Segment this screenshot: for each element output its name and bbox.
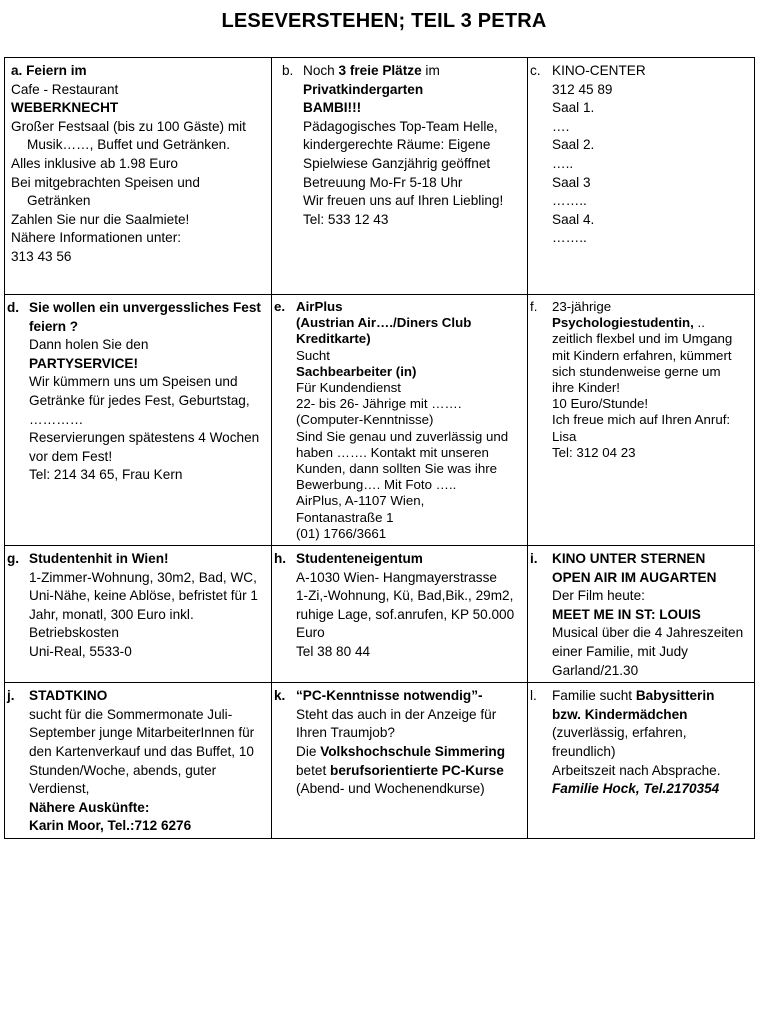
ad-text: Volkshochschule Simmering <box>320 743 506 759</box>
ad-text: MEET ME IN ST: LOUIS <box>552 606 701 622</box>
ad-text: Sie wollen ein unvergessliches Fest <box>29 300 261 315</box>
ad-text: Saal 3 <box>552 174 591 190</box>
ads-table <box>4 57 755 839</box>
ad-text: Musical über die 4 Jahreszeiten <box>552 625 744 641</box>
ad-text: …….. <box>552 193 587 209</box>
ad-text: Tel: 533 12 43 <box>303 211 389 227</box>
ad-text: Sind Sie genau und zuverlässig und <box>296 428 509 444</box>
table-row <box>5 58 755 295</box>
ad-text: einer Familie, mit Judy <box>552 643 688 659</box>
ad-l <box>528 683 755 839</box>
ad-heading: Feiern im <box>26 63 87 78</box>
ad-text: .. <box>693 315 705 331</box>
ad-text: PARTYSERVICE! <box>29 355 139 371</box>
ad-c <box>528 58 755 295</box>
ad-marker: j. <box>7 688 15 704</box>
ad-e <box>272 295 528 546</box>
ad-marker: k. <box>274 688 286 704</box>
ad-text: (01) 1766/3661 <box>296 525 387 541</box>
ad-text: Getränken <box>27 193 91 209</box>
ad-text: Arbeitszeit nach Absprache. <box>552 762 721 778</box>
ad-h <box>272 546 528 683</box>
ad-text: Saal 4. <box>552 211 595 227</box>
table-row <box>5 546 755 683</box>
ad-marker: e. <box>274 299 286 314</box>
ad-text: bzw. Kindermädchen <box>552 706 688 722</box>
ad-text: Der Film heute: <box>552 588 645 604</box>
ad-text: Steht das auch in der Anzeige für <box>296 706 497 722</box>
ad-i <box>528 546 755 683</box>
ad-text: KINO UNTER STERNEN <box>552 551 706 566</box>
ad-text: zeitlich flexbel und im Umgang <box>552 331 733 347</box>
ad-text: mit Kindern erfahren, kümmert <box>552 347 732 363</box>
ad-text: Ich freue mich auf Ihren Anruf: <box>552 412 731 428</box>
ad-text: Pädagogisches Top-Team Helle, <box>303 118 498 134</box>
ad-text: sucht für die Sommermonate Juli- <box>29 706 233 722</box>
ad-text: Saal 1. <box>552 100 595 116</box>
ad-text: AirPlus <box>296 299 343 314</box>
ad-text: Cafe - Restaurant <box>11 81 119 97</box>
ad-marker: b. <box>282 63 294 78</box>
ad-text: 22- bis 26- Jährige mit ……. <box>296 396 462 412</box>
ad-text: Sucht <box>296 347 331 363</box>
ad-text: Karin Moor, Tel.:712 6276 <box>29 818 192 834</box>
ad-text: Bei mitgebrachten Speisen und <box>11 174 200 190</box>
ad-text: AirPlus, A-1107 Wien, <box>296 493 425 509</box>
ad-text: Bewerbung…. Mit Foto ….. <box>296 477 457 493</box>
ad-text: 10 Euro/Stunde! <box>552 396 649 412</box>
ad-text: OPEN AIR IM AUGARTEN <box>552 569 717 585</box>
ad-text: Tel: 312 04 23 <box>552 444 636 460</box>
ad-marker: l. <box>530 688 537 704</box>
ad-marker: d. <box>7 300 20 315</box>
ad-text: Nähere Auskünfte: <box>29 799 150 815</box>
ad-text: sich stundenweise gerne um <box>552 363 721 379</box>
ad-text: Verdienst, <box>29 781 90 797</box>
ad-marker: h. <box>274 551 287 566</box>
ad-g <box>5 546 272 683</box>
ad-text: …….. <box>552 230 587 246</box>
ad-text: Wir freuen uns auf Ihren Liebling! <box>303 193 504 209</box>
ad-text: “PC-Kenntnisse notwendig”- <box>296 688 483 704</box>
ad-f <box>528 295 755 546</box>
ad-text: (Abend- und Wochenendkurse) <box>296 781 485 797</box>
ad-text: …. <box>552 118 570 134</box>
ad-text: 3 freie Plätze <box>338 63 422 78</box>
ad-text: 1-Zi,-Wohnung, Kü, Bad,Bik., 29m2, <box>296 588 514 604</box>
ad-text: Noch <box>303 63 339 78</box>
ad-text: STADTKINO <box>29 688 108 704</box>
ad-text: Für Kundendienst <box>296 380 401 396</box>
ad-text: (Computer-Kenntnisse) <box>296 412 434 428</box>
ad-text: Familie sucht <box>552 688 636 704</box>
ad-text: feiern ? <box>29 318 79 334</box>
ad-text: Familie Hock, Tel.2170354 <box>552 781 720 797</box>
ad-text: ihre Kinder! <box>552 380 620 396</box>
page-title: LESEVERSTEHEN; TEIL 3 PETRA <box>221 10 547 32</box>
ad-text: Tel: 214 34 65, Frau Kern <box>29 467 183 483</box>
ad-text: Uni-Real, 5533-0 <box>29 643 132 659</box>
ad-text: vor dem Fest! <box>29 448 113 464</box>
ad-text: Alles inklusive ab 1.98 Euro <box>11 155 178 171</box>
ad-text: Wir kümmern uns um Speisen und <box>29 374 238 390</box>
ad-text: kindergerechte Räume: Eigene <box>303 137 491 153</box>
ad-text: Spielwiese Ganzjährig geöffnet <box>303 155 491 171</box>
ad-text: Ihren Traumjob? <box>296 725 395 741</box>
ad-text: Studenteneigentum <box>296 551 423 566</box>
ad-text: (zuverlässig, erfahren, <box>552 725 687 741</box>
ad-text: im <box>421 63 440 78</box>
ad-text: Lisa <box>552 428 577 444</box>
ad-text: Euro <box>296 625 325 641</box>
ad-text: Nähere Informationen unter: <box>11 230 182 246</box>
ad-text: Kunden, dann sollten Sie was ihre <box>296 461 498 477</box>
ad-text: 23-jährige <box>552 299 612 314</box>
ad-text: September junge MitarbeiterInnen für <box>29 725 255 741</box>
ad-text: Betreuung Mo-Fr 5-18 Uhr <box>303 174 463 190</box>
table-row <box>5 295 755 546</box>
ad-text: Saal 2. <box>552 137 595 153</box>
ad-text: haben ……. Kontakt mit unseren <box>296 444 489 460</box>
ad-a <box>5 58 272 295</box>
ad-j <box>5 683 272 839</box>
ad-text: Uni-Nähe, keine Ablöse, befristet für 1 <box>29 588 258 604</box>
ad-marker: g. <box>7 551 20 566</box>
ad-text: Zahlen Sie nur die Saalmiete! <box>11 211 190 227</box>
ad-text: freundlich) <box>552 743 616 759</box>
ad-marker: f. <box>530 299 538 314</box>
ad-text: Jahr, monatl, 300 Euro inkl. <box>29 606 194 622</box>
ad-d <box>5 295 272 546</box>
ad-text: Musik……, Buffet und Getränken. <box>27 137 230 153</box>
ad-text: Stunden/Woche, abends, guter <box>29 762 217 778</box>
ad-text: Garland/21.30 <box>552 662 639 678</box>
ad-text: Psychologiestudentin, <box>552 315 694 331</box>
ad-text: (Austrian Air…./Diners Club <box>296 315 472 331</box>
ad-text: Die <box>296 743 321 759</box>
ad-text: ruhige Lage, sof.anrufen, KP 50.000 <box>296 606 515 622</box>
ad-text: Tel 38 80 44 <box>296 643 371 659</box>
ad-text: A-1030 Wien- Hangmayerstrasse <box>296 569 497 585</box>
ad-text: Dann holen Sie den <box>29 337 149 353</box>
ad-text: ….. <box>552 155 574 171</box>
ad-text: WEBERKNECHT <box>11 100 119 116</box>
ad-marker: c. <box>530 63 541 78</box>
ad-text: Großer Festsaal (bis zu 100 Gäste) mit <box>11 118 246 134</box>
ad-text: Studentenhit in Wien! <box>29 551 169 566</box>
ad-text: ………… <box>29 411 84 427</box>
ad-k <box>272 683 528 839</box>
ad-text: betet <box>296 762 331 778</box>
ad-marker: i. <box>530 551 538 566</box>
ad-b <box>272 58 528 295</box>
ad-text: Privatkindergarten <box>303 81 424 97</box>
ad-text: berufsorientierte PC-Kurse <box>330 762 504 778</box>
ad-text: Reservierungen spätestens 4 Wochen <box>29 430 260 446</box>
ad-text: BAMBI!!! <box>303 100 362 116</box>
ad-text: den Kartenverkauf und das Buffet, 10 <box>29 743 254 759</box>
table-row <box>5 683 755 839</box>
ad-text: Fontanastraße 1 <box>296 509 394 525</box>
ad-text: Kreditkarte) <box>296 331 371 347</box>
ad-text: 313 43 56 <box>11 248 72 264</box>
ad-text: Babysitterin <box>635 688 715 704</box>
ad-text: Getränke für jedes Fest, Geburtstag, <box>29 392 250 408</box>
ad-text: Sachbearbeiter (in) <box>296 363 417 379</box>
ad-text: Betriebskosten <box>29 625 119 641</box>
ad-text: 1-Zimmer-Wohnung, 30m2, Bad, WC, <box>29 569 257 585</box>
ad-text: KINO-CENTER <box>552 63 646 78</box>
ad-marker: a. <box>11 63 23 78</box>
ad-text: 312 45 89 <box>552 81 613 97</box>
